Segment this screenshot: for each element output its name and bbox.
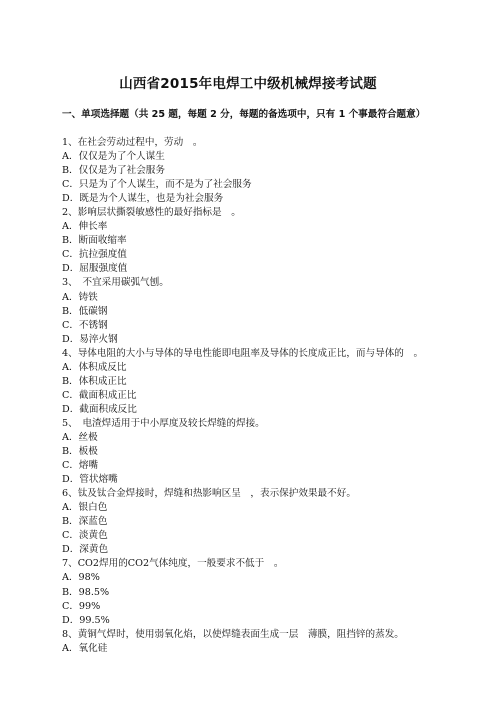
question-list (62, 136, 434, 656)
question-text: 6、钛及钛合金焊接时，焊缝和热影响区呈 ，表示保护效果最不好。 (62, 488, 356, 500)
question-text: 4、导体电阻的大小与导体的导电性能即电阻率及导体的长度成正比，而与导体的 。 (62, 347, 424, 359)
answer-option: B．98.5% (62, 586, 110, 598)
question-text: 2、影响层状撕裂敏感性的最好指标是 。 (62, 207, 241, 219)
question-text: 5、 电渣焊适用于中小厚度及较长焊缝的焊接。 (62, 417, 265, 429)
page-title: 山西省2015年电焊工中级机械焊接考试题 (119, 76, 377, 92)
answer-option: C．只是为了个人谋生，而不是为了社会服务 (62, 179, 252, 191)
answer-option: D．截面积成反比 (62, 403, 137, 415)
answer-option: D．深黄色 (62, 544, 109, 556)
answer-option: A．铸铁 (62, 291, 98, 303)
answer-option: A．伸长率 (62, 221, 108, 233)
answer-option: A．体积成反比 (62, 361, 127, 373)
answer-option: C．99% (62, 600, 101, 612)
answer-option: C．抗拉强度值 (62, 249, 127, 261)
question-text: 8、黄铜气焊时，使用弱氧化焰，以使焊缝表面生成一层 薄膜，阻挡锌的蒸发。 (62, 628, 404, 640)
answer-option: B．低碳钢 (62, 305, 108, 317)
question-text: 1、在社会劳动过程中，劳动 。 (62, 137, 203, 148)
answer-option: A．银白色 (62, 502, 108, 514)
question-text: 7、CO2焊用的CO2气体纯度，一般要求不低于 。 (62, 558, 284, 570)
answer-option: A．98% (62, 572, 100, 584)
answer-option: C．淡黄色 (62, 530, 108, 542)
answer-option: C．熔嘴 (62, 460, 99, 472)
answer-option: B．断面收缩率 (62, 235, 127, 247)
answer-option: A．氧化硅 (62, 642, 108, 654)
answer-option: B．深蓝色 (62, 516, 108, 528)
answer-option: D．屈服强度值 (62, 263, 128, 275)
answer-option: C．截面积成正比 (62, 389, 137, 401)
section-heading: 一、单项选择题（共 25 题，每题 2 分，每题的备选项中，只有 1 个事最符合题意） (62, 109, 426, 120)
answer-option: A．丝极 (62, 431, 98, 443)
question-text: 3、 不宜采用碳弧气刨。 (62, 277, 169, 289)
answer-option: D．既是为个人谋生，也是为社会服务 (62, 193, 224, 205)
answer-option: B．仅仅是为了社会服务 (62, 165, 165, 177)
answer-option: B．板极 (62, 446, 98, 458)
answer-option: D．99.5% (62, 614, 110, 626)
answer-option: A．仅仅是为了个人谋生 (62, 151, 165, 163)
answer-option: C．不锈钢 (62, 319, 108, 331)
answer-option: D．易淬火钢 (62, 333, 118, 345)
answer-option: D．管状熔嘴 (62, 474, 118, 486)
answer-option: B．体积成正比 (62, 375, 127, 387)
